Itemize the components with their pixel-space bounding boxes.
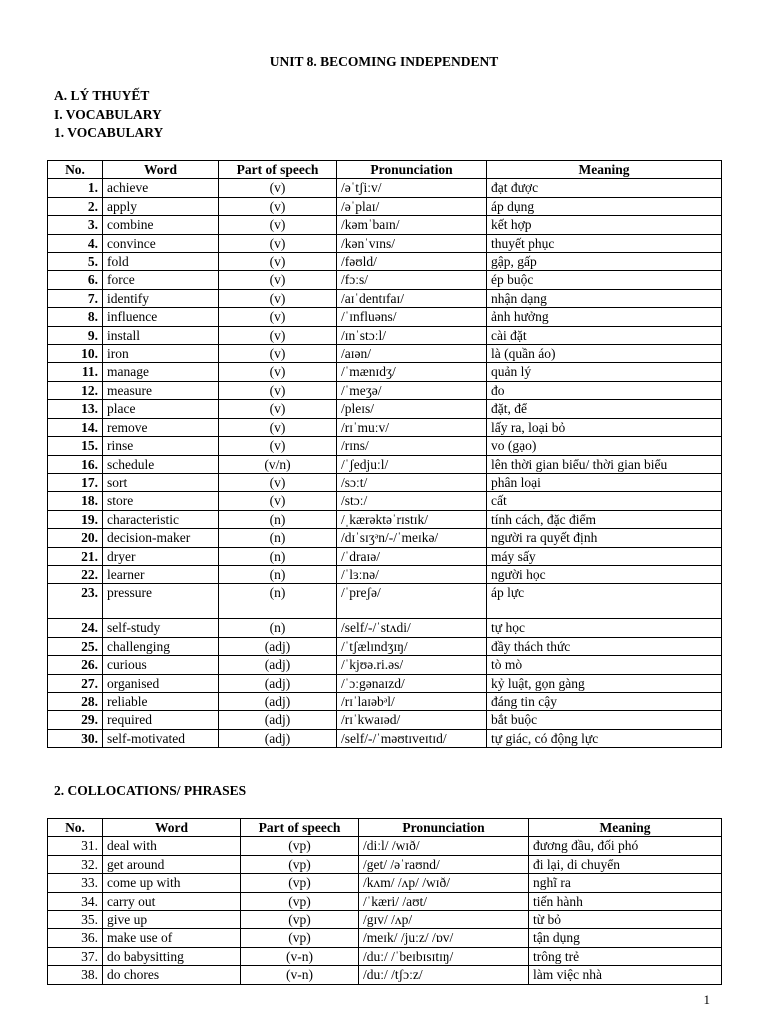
cell-no: 11. [48, 363, 103, 381]
cell-no: 38. [48, 966, 103, 984]
cell-meaning: đáng tin cậy [487, 692, 722, 710]
cell-meaning: ảnh hưởng [487, 308, 722, 326]
cell-no: 31. [48, 837, 103, 855]
cell-pronunciation: /ˈɔːgənaɪzd/ [337, 674, 487, 692]
table-row [48, 565, 722, 583]
section-1-heading: 1. VOCABULARY [54, 125, 164, 140]
table-row [48, 637, 722, 655]
cell-no: 16. [48, 455, 103, 473]
cell-pronunciation: /rɪˈkwaɪəd/ [337, 711, 487, 729]
cell-pronunciation: /ˈkæri/ /aʊt/ [359, 892, 529, 910]
section-a-heading: A. LÝ THUYẾT [54, 88, 150, 103]
cell-word: do babysitting [103, 947, 241, 965]
cell-part-of-speech: (vp) [241, 837, 359, 855]
table-row [48, 729, 722, 747]
cell-no: 9. [48, 326, 103, 344]
cell-word: fold [103, 253, 219, 271]
cell-pronunciation: /fəʊld/ [337, 253, 487, 271]
cell-pronunciation: /duː/ /ˈbeɪbɪsɪtɪŋ/ [359, 947, 529, 965]
cell-no: 37. [48, 947, 103, 965]
cell-meaning: đầy thách thức [487, 637, 722, 655]
table-row [48, 547, 722, 565]
table-row [48, 711, 722, 729]
cell-no: 33. [48, 874, 103, 892]
table-row [48, 947, 722, 965]
table-row [48, 837, 722, 855]
cell-pronunciation: /ˌkærəktəˈrɪstɪk/ [337, 510, 487, 528]
cell-no: 35. [48, 911, 103, 929]
table-row [48, 911, 722, 929]
cell-meaning: ép buộc [487, 271, 722, 289]
collocations-header-row [48, 819, 722, 837]
vocabulary-table [47, 160, 722, 748]
cell-pronunciation: /dɪˈsɪʒᵊn/-/ˈmeɪkə/ [337, 529, 487, 547]
cell-meaning: tò mò [487, 656, 722, 674]
table-row [48, 892, 722, 910]
cell-no: 7. [48, 289, 103, 307]
cell-word: iron [103, 345, 219, 363]
cell-part-of-speech: (n) [219, 619, 337, 637]
table-row [48, 179, 722, 197]
cell-word: pressure [103, 584, 219, 619]
table-row [48, 473, 722, 491]
cell-pronunciation: /əˈplaɪ/ [337, 197, 487, 215]
cell-part-of-speech: (v) [219, 473, 337, 491]
cell-word: characteristic [103, 510, 219, 528]
cell-word: remove [103, 418, 219, 436]
cell-word: convince [103, 234, 219, 252]
cell-pronunciation: /ˈmænɪdʒ/ [337, 363, 487, 381]
cell-no: 14. [48, 418, 103, 436]
cell-no: 29. [48, 711, 103, 729]
cell-no: 13. [48, 400, 103, 418]
cell-no: 27. [48, 674, 103, 692]
cell-word: identify [103, 289, 219, 307]
cell-part-of-speech: (v) [219, 197, 337, 215]
cell-word: self-motivated [103, 729, 219, 747]
cell-word: schedule [103, 455, 219, 473]
table-row [48, 929, 722, 947]
cell-part-of-speech: (v) [219, 400, 337, 418]
cell-meaning: tiến hành [529, 892, 722, 910]
cell-pronunciation: /pleɪs/ [337, 400, 487, 418]
cell-word: install [103, 326, 219, 344]
cell-part-of-speech: (v) [219, 271, 337, 289]
table-row [48, 345, 722, 363]
collocations-table [47, 818, 722, 985]
cell-part-of-speech: (v-n) [241, 947, 359, 965]
header-pronunciation: Pronunciation [359, 819, 529, 837]
cell-no: 18. [48, 492, 103, 510]
cell-no: 24. [48, 619, 103, 637]
cell-part-of-speech: (adj) [219, 711, 337, 729]
cell-pronunciation: /self/-/ˈstʌdi/ [337, 619, 487, 637]
cell-word: rinse [103, 437, 219, 455]
cell-pronunciation: /ˈɪnfluəns/ [337, 308, 487, 326]
cell-meaning: thuyết phục [487, 234, 722, 252]
cell-no: 25. [48, 637, 103, 655]
cell-word: reliable [103, 692, 219, 710]
cell-no: 4. [48, 234, 103, 252]
cell-word: challenging [103, 637, 219, 655]
cell-pronunciation: /rɪns/ [337, 437, 487, 455]
cell-part-of-speech: (v) [219, 179, 337, 197]
cell-pronunciation: /stɔː/ [337, 492, 487, 510]
cell-part-of-speech: (v) [219, 418, 337, 436]
cell-part-of-speech: (n) [219, 565, 337, 583]
vocabulary-header-row [48, 161, 722, 179]
cell-meaning: là (quần áo) [487, 345, 722, 363]
cell-meaning: áp dụng [487, 197, 722, 215]
cell-no: 10. [48, 345, 103, 363]
cell-part-of-speech: (n) [219, 510, 337, 528]
cell-part-of-speech: (adj) [219, 692, 337, 710]
cell-part-of-speech: (vp) [241, 892, 359, 910]
cell-meaning: đi lại, di chuyển [529, 855, 722, 873]
table-row [48, 692, 722, 710]
cell-part-of-speech: (adj) [219, 637, 337, 655]
cell-meaning: làm việc nhà [529, 966, 722, 984]
cell-part-of-speech: (vp) [241, 929, 359, 947]
cell-word: manage [103, 363, 219, 381]
cell-no: 36. [48, 929, 103, 947]
section-2-heading: 2. COLLOCATIONS/ PHRASES [54, 783, 247, 798]
cell-part-of-speech: (v) [219, 381, 337, 399]
table-row [48, 253, 722, 271]
cell-meaning: quản lý [487, 363, 722, 381]
cell-pronunciation: /ˈpreʃə/ [337, 584, 487, 619]
cell-part-of-speech: (v) [219, 253, 337, 271]
cell-no: 3. [48, 216, 103, 234]
cell-pronunciation: /aɪən/ [337, 345, 487, 363]
cell-word: self-study [103, 619, 219, 637]
cell-pronunciation: /ˈʃedjuːl/ [337, 455, 487, 473]
cell-pronunciation: /rɪˈlaɪəbᵊl/ [337, 692, 487, 710]
cell-pronunciation: /aɪˈdentɪfaɪ/ [337, 289, 487, 307]
cell-meaning: đương đầu, đối phó [529, 837, 722, 855]
cell-part-of-speech: (v) [219, 326, 337, 344]
header-part-of-speech: Part of speech [241, 819, 359, 837]
cell-pronunciation: /self/-/ˈməʊtɪveɪtɪd/ [337, 729, 487, 747]
cell-word: force [103, 271, 219, 289]
cell-meaning: cài đặt [487, 326, 722, 344]
cell-meaning: người ra quyết định [487, 529, 722, 547]
table-row [48, 855, 722, 873]
cell-no: 32. [48, 855, 103, 873]
cell-meaning: đặt, để [487, 400, 722, 418]
cell-meaning: đo [487, 381, 722, 399]
cell-word: dryer [103, 547, 219, 565]
table-row [48, 455, 722, 473]
cell-pronunciation: /kənˈvɪns/ [337, 234, 487, 252]
cell-no: 20. [48, 529, 103, 547]
cell-no: 19. [48, 510, 103, 528]
cell-part-of-speech: (v) [219, 437, 337, 455]
cell-no: 8. [48, 308, 103, 326]
cell-part-of-speech: (v) [219, 308, 337, 326]
page-title: UNIT 8. BECOMING INDEPENDENT [269, 54, 499, 69]
cell-no: 1. [48, 179, 103, 197]
cell-word: achieve [103, 179, 219, 197]
cell-pronunciation: /diːl/ /wɪð/ [359, 837, 529, 855]
cell-part-of-speech: (adj) [219, 656, 337, 674]
header-word: Word [103, 819, 241, 837]
header-pronunciation: Pronunciation [337, 161, 487, 179]
cell-no: 21. [48, 547, 103, 565]
cell-meaning: tự học [487, 619, 722, 637]
cell-no: 34. [48, 892, 103, 910]
cell-no: 22. [48, 565, 103, 583]
cell-meaning: máy sấy [487, 547, 722, 565]
cell-meaning: người học [487, 565, 722, 583]
cell-pronunciation: /ˈkjʊə.ri.əs/ [337, 656, 487, 674]
collocations-table-body [48, 837, 722, 984]
cell-meaning: vo (gạo) [487, 437, 722, 455]
cell-word: influence [103, 308, 219, 326]
header-part-of-speech: Part of speech [219, 161, 337, 179]
table-row [48, 656, 722, 674]
cell-no: 26. [48, 656, 103, 674]
cell-word: curious [103, 656, 219, 674]
table-row [48, 216, 722, 234]
header-no: No. [48, 161, 103, 179]
table-row [48, 197, 722, 215]
header-word: Word [103, 161, 219, 179]
cell-part-of-speech: (v) [219, 345, 337, 363]
cell-word: required [103, 711, 219, 729]
cell-meaning: gập, gấp [487, 253, 722, 271]
cell-part-of-speech: (adj) [219, 674, 337, 692]
table-row [48, 437, 722, 455]
cell-word: make use of [103, 929, 241, 947]
cell-part-of-speech: (v) [219, 492, 337, 510]
cell-part-of-speech: (v) [219, 234, 337, 252]
cell-part-of-speech: (v) [219, 363, 337, 381]
cell-meaning: áp lực [487, 584, 722, 619]
cell-no: 6. [48, 271, 103, 289]
cell-meaning: trông trẻ [529, 947, 722, 965]
cell-pronunciation: /ˈtʃælɪndʒɪŋ/ [337, 637, 487, 655]
table-row [48, 584, 722, 619]
cell-part-of-speech: (adj) [219, 729, 337, 747]
table-row [48, 326, 722, 344]
cell-pronunciation: /kʌm/ /ʌp/ /wɪð/ [359, 874, 529, 892]
cell-word: combine [103, 216, 219, 234]
header-meaning: Meaning [529, 819, 722, 837]
cell-word: get around [103, 855, 241, 873]
cell-word: do chores [103, 966, 241, 984]
cell-pronunciation: /kəmˈbaɪn/ [337, 216, 487, 234]
cell-pronunciation: /meɪk/ /juːz/ /ɒv/ [359, 929, 529, 947]
cell-part-of-speech: (vp) [241, 855, 359, 873]
table-row [48, 529, 722, 547]
cell-pronunciation: /əˈtʃiːv/ [337, 179, 487, 197]
cell-part-of-speech: (n) [219, 529, 337, 547]
page-number: 1 [703, 992, 710, 1007]
cell-pronunciation: /ˈdraɪə/ [337, 547, 487, 565]
cell-meaning: tính cách, đặc điểm [487, 510, 722, 528]
table-row [48, 271, 722, 289]
cell-pronunciation: /get/ /əˈraʊnd/ [359, 855, 529, 873]
cell-pronunciation: /rɪˈmuːv/ [337, 418, 487, 436]
cell-meaning: nhận dạng [487, 289, 722, 307]
cell-pronunciation: /ɪnˈstɔːl/ [337, 326, 487, 344]
cell-pronunciation: /sɔːt/ [337, 473, 487, 491]
table-row [48, 363, 722, 381]
cell-word: measure [103, 381, 219, 399]
cell-pronunciation: /ˈmeʒə/ [337, 381, 487, 399]
cell-pronunciation: /gɪv/ /ʌp/ [359, 911, 529, 929]
cell-word: carry out [103, 892, 241, 910]
cell-meaning: kết hợp [487, 216, 722, 234]
cell-pronunciation: /duː/ /tʃɔːz/ [359, 966, 529, 984]
cell-no: 5. [48, 253, 103, 271]
table-row [48, 308, 722, 326]
cell-no: 23. [48, 584, 103, 619]
cell-part-of-speech: (v) [219, 289, 337, 307]
table-row [48, 289, 722, 307]
cell-no: 2. [48, 197, 103, 215]
cell-no: 15. [48, 437, 103, 455]
cell-part-of-speech: (n) [219, 584, 337, 619]
table-row [48, 510, 722, 528]
table-row [48, 619, 722, 637]
header-no: No. [48, 819, 103, 837]
cell-part-of-speech: (v) [219, 216, 337, 234]
table-row [48, 234, 722, 252]
cell-part-of-speech: (n) [219, 547, 337, 565]
cell-meaning: tự giác, có động lực [487, 729, 722, 747]
cell-word: learner [103, 565, 219, 583]
table-row [48, 381, 722, 399]
table-row [48, 674, 722, 692]
cell-word: apply [103, 197, 219, 215]
table-row [48, 418, 722, 436]
section-i-heading: I. VOCABULARY [54, 107, 162, 122]
table-row [48, 874, 722, 892]
cell-part-of-speech: (vp) [241, 874, 359, 892]
cell-no: 12. [48, 381, 103, 399]
cell-part-of-speech: (vp) [241, 911, 359, 929]
cell-part-of-speech: (v-n) [241, 966, 359, 984]
cell-pronunciation: /fɔːs/ [337, 271, 487, 289]
cell-pronunciation: /ˈlɜːnə/ [337, 565, 487, 583]
table-row [48, 400, 722, 418]
table-row [48, 966, 722, 984]
cell-word: place [103, 400, 219, 418]
cell-no: 17. [48, 473, 103, 491]
cell-word: deal with [103, 837, 241, 855]
cell-no: 28. [48, 692, 103, 710]
cell-word: give up [103, 911, 241, 929]
cell-meaning: lấy ra, loại bỏ [487, 418, 722, 436]
cell-meaning: kỷ luật, gọn gàng [487, 674, 722, 692]
cell-word: store [103, 492, 219, 510]
cell-meaning: từ bỏ [529, 911, 722, 929]
cell-meaning: lên thời gian biểu/ thời gian biểu [487, 455, 722, 473]
cell-no: 30. [48, 729, 103, 747]
cell-meaning: nghĩ ra [529, 874, 722, 892]
table-row [48, 492, 722, 510]
cell-word: organised [103, 674, 219, 692]
cell-meaning: đạt được [487, 179, 722, 197]
cell-word: decision-maker [103, 529, 219, 547]
vocabulary-table-body [48, 179, 722, 748]
cell-meaning: phân loại [487, 473, 722, 491]
cell-word: come up with [103, 874, 241, 892]
cell-meaning: tận dụng [529, 929, 722, 947]
cell-word: sort [103, 473, 219, 491]
cell-part-of-speech: (v/n) [219, 455, 337, 473]
header-meaning: Meaning [487, 161, 722, 179]
cell-meaning: bắt buộc [487, 711, 722, 729]
cell-meaning: cất [487, 492, 722, 510]
